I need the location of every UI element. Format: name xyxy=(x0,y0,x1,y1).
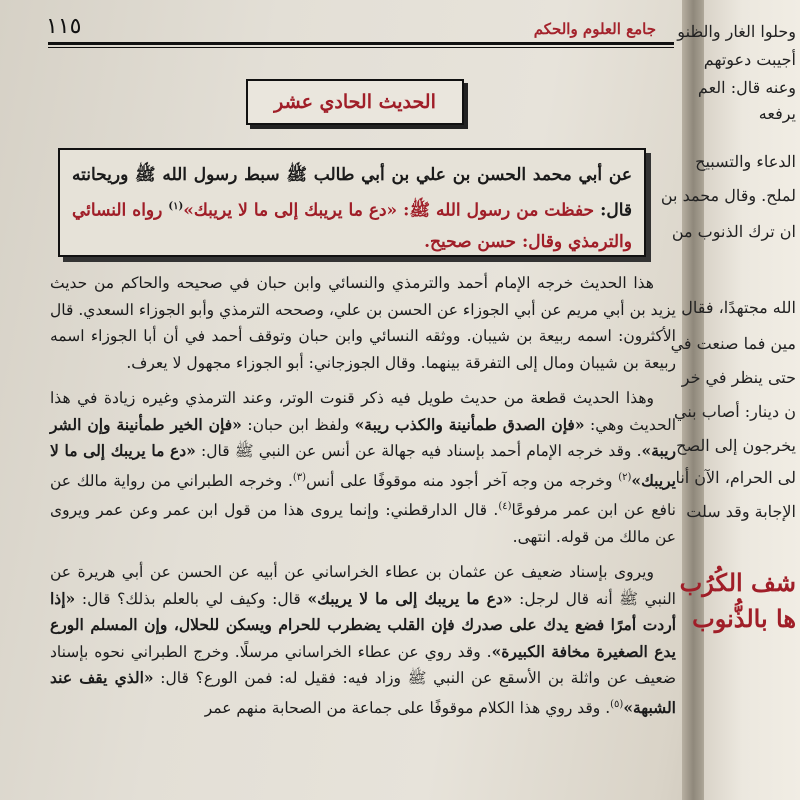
paragraph-1: هذا الحديث خرجه الإمام أحمد والترمذي والنسائي وابن حبان في صحيحه والحاكم من حديث يزيد بن أبي مريم عن أبي الجوزاء عن الحسن بن علي، وصححه الترمذي وأبو الجوزاء السعدي. قال الأكثرون: اسمه ربيعة بن شيبان. ووثقه النسائي وابن حبان وتوقف أحمد في أن أبا الجوزاء اسمه ربيعة بن شيبان ومال إلى التفرقة بينهما. وقال الجوزجاني: أبو الجوزاء مجهول لا يعرف. xyxy=(50,274,676,372)
hadith-line-3: وقال: حسن صحيح. xyxy=(424,231,563,252)
paragraph-3 xyxy=(50,559,676,721)
facing-line: الدعاء والتسبيح xyxy=(695,152,796,171)
text-run: . وقد روي هذا الكلام موقوفًا على جماعة من الصحابة منهم عمر xyxy=(204,698,611,717)
chapter-title: الحديث الحادي عشر xyxy=(246,79,464,125)
hadith-line-2-source: رواه النسائي والترمذي xyxy=(72,200,632,252)
hadith-box xyxy=(58,148,646,257)
header-rule xyxy=(48,42,674,45)
text-run: . وقد روي عن عطاء الخراساني مرسلًا. وخرج الطبراني نحوه بإسناد ضعيف عن واثلة بن الأسقع عن النبي ﷺ وزاد فيه: فقيل له: فمن الورع؟ قال: xyxy=(50,642,676,688)
facing-red-verse: ها بالذُّنوب xyxy=(692,604,796,633)
hadith-line-1: عن أبي محمد الحسن بن علي بن أبي طالب ﷺ سبط رسول الله ﷺ وريحانته قال: xyxy=(72,165,633,221)
facing-line: لى الحرام، الآن أنا xyxy=(675,468,796,487)
bold-quote: «فإن الخير طمأنينة وإن الشر ريبة» xyxy=(50,414,676,460)
facing-line: وحلوا الغار والظنو xyxy=(677,22,796,41)
facing-line: وعنه قال: العم xyxy=(697,78,796,97)
header-rule-thin xyxy=(48,47,674,48)
text-run: . وخرجه الطبراني من رواية مالك عن نافع عن ابن عمر مرفوعًا xyxy=(50,471,676,520)
facing-line: لملح. وقال محمد بن xyxy=(660,186,796,205)
bold-quote: «فإن الصدق طمأنينة والكذب ريبة» xyxy=(354,414,585,434)
facing-line: الإجابة وقد سلت xyxy=(686,502,796,521)
facing-line: حتى ينظر في خر xyxy=(681,368,796,387)
text-run: . قال الدارقطني: وإنما يروى هذا من قول ابن عمر وعن عمر ويروى عن مالك من قوله. انتهى. xyxy=(50,501,676,546)
text-run: وخرجه من وجه آخر أجود منه موقوفًا على أنس xyxy=(306,471,619,490)
facing-line: مين فما صنعت في xyxy=(670,334,796,353)
facing-line: ن دينار: أصاب بني xyxy=(674,402,796,421)
footnote-ref: (٤) xyxy=(498,501,512,513)
bold-quote: «دع ما يريبك إلى ما لا يريبك» xyxy=(307,588,513,608)
footnote-ref: (٣) xyxy=(292,471,307,483)
bold-quote: «دع ما يريبك إلى ما لا يريبك» xyxy=(50,441,676,490)
footnote-ref: (٢) xyxy=(618,471,632,483)
running-title: جامع العلوم والحكم xyxy=(533,20,656,38)
hadith-line-2-quote: حفظت من رسول الله ﷺ: «دع ما يريبك إلى ما لا يريبك» xyxy=(183,200,595,221)
facing-page xyxy=(660,0,800,800)
text-run: وهذا الحديث قطعة من حديث طويل فيه ذكر قنوت الوتر، وعند الترمذي وغيره زيادة في هذا الحديث وهي: xyxy=(50,389,677,434)
facing-line: يرفعه xyxy=(758,104,796,123)
book-page xyxy=(10,0,682,800)
commentary-text xyxy=(50,270,676,730)
text-run: . وقد خرجه الإمام أحمد بإسناد فيه جهالة عن أنس عن النبي ﷺ قال: xyxy=(195,442,642,460)
facing-line: يخرجون إلى الصح xyxy=(676,436,796,455)
text-run: ويروى بإسناد ضعيف عن عثمان بن عطاء الخراساني عن أبيه عن الحسن عن أبي هريرة عن النبي ﷺ أنه قال لرجل: xyxy=(50,563,676,608)
bold-quote: «إذا أردت أمرًا فضع يدك على صدرك فإن القلب يضطرب للحرام ويسكن للحلال، وإن المسلم الورع يدع الصغيرة مخافة الكبيرة» xyxy=(50,588,676,661)
bold-quote: «الذي يقف عند الشبهة» xyxy=(50,668,676,717)
text-run: ولفظ ابن حبان: xyxy=(241,415,355,434)
paragraph-2 xyxy=(50,385,676,550)
facing-line: أجيبت دعوتهم xyxy=(703,50,796,69)
facing-line: الله مجتهدًا، فقال xyxy=(681,298,796,317)
footnote-ref: (١) xyxy=(168,201,184,212)
facing-red-verse: شف الكُرُب xyxy=(679,568,796,597)
facing-line: ان ترك الذنوب من xyxy=(671,222,796,241)
page-number: ١١٥ xyxy=(46,14,82,39)
text-run: قال: وكيف لي بالعلم بذلك؟ قال: xyxy=(75,589,308,608)
footnote-ref: (٥) xyxy=(610,698,624,710)
